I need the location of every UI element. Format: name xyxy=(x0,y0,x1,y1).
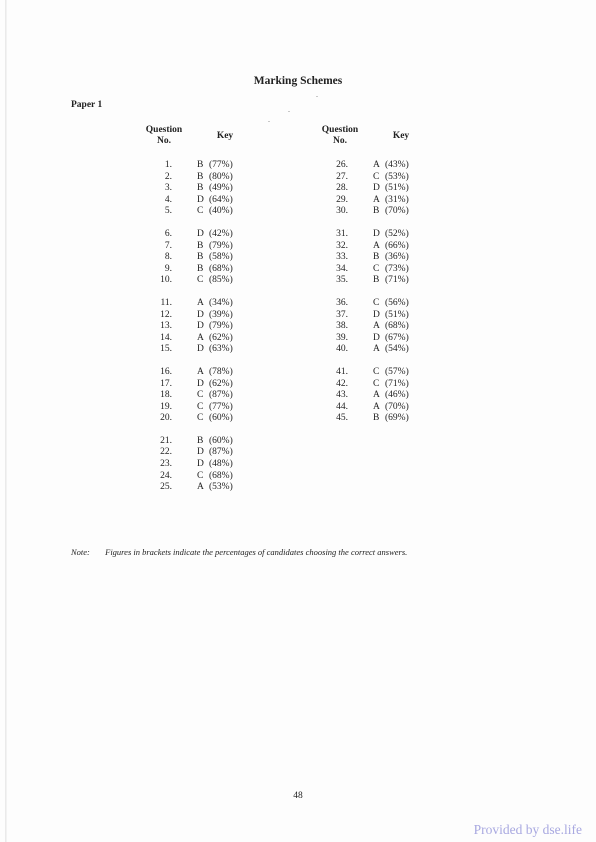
question-number: 12. xyxy=(160,309,172,320)
answer-percentage: (51%) xyxy=(385,183,409,194)
question-number: 37. xyxy=(336,309,348,320)
footnote xyxy=(71,547,407,557)
question-number: 34. xyxy=(336,263,348,274)
answer-percentage: (70%) xyxy=(385,206,409,217)
answer-percentage: (77%) xyxy=(209,401,233,412)
question-number: 2. xyxy=(164,171,172,182)
answer-key: B xyxy=(373,413,380,424)
question-number: 32. xyxy=(336,240,348,251)
answer-group xyxy=(140,367,233,425)
answer-row xyxy=(140,459,233,471)
question-number: 15. xyxy=(160,344,172,355)
answer-row xyxy=(140,321,233,333)
answer-key: A xyxy=(373,401,380,412)
note-text: Figures in brackets indicate the percentages of candidates choosing the correct answers. xyxy=(105,547,408,557)
answer-row xyxy=(316,229,409,241)
answer-percentage: (36%) xyxy=(385,252,409,263)
question-number: 22. xyxy=(160,447,172,458)
answer-key: D xyxy=(197,378,204,389)
question-number: 33. xyxy=(336,252,348,263)
answer-percentage: (57%) xyxy=(385,366,409,377)
key-header-left: Key xyxy=(216,131,234,141)
answer-key: A xyxy=(373,344,380,355)
answer-row xyxy=(316,183,409,195)
answer-group xyxy=(140,229,233,287)
question-number: 14. xyxy=(160,332,172,343)
answer-percentage: (40%) xyxy=(209,206,233,217)
answer-key: C xyxy=(373,366,380,377)
answer-key: A xyxy=(197,332,204,343)
answer-group xyxy=(316,229,409,287)
answer-percentage: (66%) xyxy=(385,240,409,251)
answer-row xyxy=(140,195,233,207)
answer-key: D xyxy=(197,194,204,205)
answer-key: C xyxy=(373,171,380,182)
question-number: 20. xyxy=(160,413,172,424)
answer-percentage: (71%) xyxy=(385,275,409,286)
answer-row xyxy=(316,413,409,425)
answer-key: D xyxy=(197,344,204,355)
answer-key: A xyxy=(197,482,204,493)
question-number: 41. xyxy=(336,366,348,377)
answer-key: C xyxy=(373,378,380,389)
answer-key: D xyxy=(373,309,380,320)
answer-row xyxy=(140,298,233,310)
page-edge xyxy=(5,0,7,842)
answer-row xyxy=(140,344,233,356)
answer-row xyxy=(316,390,409,402)
question-number: 11. xyxy=(160,297,172,308)
answer-group xyxy=(140,436,233,494)
answer-percentage: (58%) xyxy=(209,252,233,263)
answer-row xyxy=(316,333,409,345)
answer-row xyxy=(316,379,409,391)
answer-row xyxy=(316,264,409,276)
answer-percentage: (87%) xyxy=(209,390,233,401)
question-number: 35. xyxy=(336,275,348,286)
question-number: 31. xyxy=(336,228,348,239)
answer-row xyxy=(140,379,233,391)
answer-row xyxy=(316,367,409,379)
answer-percentage: (64%) xyxy=(209,194,233,205)
question-number: 17. xyxy=(160,378,172,389)
answer-percentage: (77%) xyxy=(209,160,233,170)
answer-row xyxy=(140,333,233,345)
answer-row xyxy=(140,229,233,241)
question-number: 27. xyxy=(336,171,348,182)
answer-key: C xyxy=(197,401,204,412)
answer-row xyxy=(316,402,409,414)
answer-key: B xyxy=(197,252,204,263)
answer-key: C xyxy=(197,390,204,401)
question-number: 21. xyxy=(160,435,172,446)
answer-row xyxy=(140,402,233,414)
question-number: 43. xyxy=(336,390,348,401)
question-number: 38. xyxy=(336,321,348,332)
answer-row xyxy=(140,264,233,276)
answer-percentage: (34%) xyxy=(209,297,233,308)
answer-row xyxy=(316,252,409,264)
question-number: 3. xyxy=(164,183,172,194)
question-number: 45. xyxy=(336,413,348,424)
key-header-right: Key xyxy=(392,131,410,141)
answer-percentage: (62%) xyxy=(209,378,233,389)
question-number: 36. xyxy=(336,297,348,308)
answer-percentage: (69%) xyxy=(385,413,409,424)
answer-key: B xyxy=(197,183,204,194)
page-title: Marking Schemes xyxy=(253,75,343,87)
answer-key: D xyxy=(197,309,204,320)
question-number: 23. xyxy=(160,459,172,470)
answer-key: A xyxy=(197,297,204,308)
watermark: Provided by dse.life xyxy=(473,822,582,837)
answer-key: B xyxy=(197,171,204,182)
answer-column-right xyxy=(316,160,409,436)
answer-row xyxy=(140,241,233,253)
question-number: 5. xyxy=(164,206,172,217)
question-number: 10. xyxy=(160,275,172,286)
answer-key: B xyxy=(373,252,380,263)
answer-key: A xyxy=(373,240,380,251)
question-number: 28. xyxy=(336,183,348,194)
answer-key: C xyxy=(197,206,204,217)
answer-row xyxy=(140,206,233,218)
answer-percentage: (52%) xyxy=(385,228,409,239)
question-number: 13. xyxy=(160,321,172,332)
answer-row xyxy=(316,160,409,172)
answer-key: C xyxy=(373,263,380,274)
scan-speck xyxy=(288,111,290,112)
answer-percentage: (68%) xyxy=(209,263,233,274)
answer-key: D xyxy=(197,459,204,470)
answer-row xyxy=(140,310,233,322)
answer-percentage: (79%) xyxy=(209,321,233,332)
answer-percentage: (60%) xyxy=(209,435,233,446)
answer-row xyxy=(316,321,409,333)
answer-key: B xyxy=(373,206,380,217)
answer-row xyxy=(140,436,233,448)
answer-group xyxy=(316,160,409,218)
answer-percentage: (79%) xyxy=(209,240,233,251)
answer-key: A xyxy=(197,366,204,377)
answer-row xyxy=(316,310,409,322)
answer-row xyxy=(140,471,233,483)
answer-percentage: (31%) xyxy=(385,194,409,205)
question-number: 9. xyxy=(164,263,172,274)
answer-row xyxy=(316,206,409,218)
answer-row xyxy=(140,447,233,459)
answer-percentage: (78%) xyxy=(209,366,233,377)
answer-percentage: (43%) xyxy=(385,160,409,170)
question-number: 26. xyxy=(336,160,348,170)
answer-row xyxy=(316,195,409,207)
answer-percentage: (42%) xyxy=(209,228,233,239)
answer-row xyxy=(316,241,409,253)
answer-key: D xyxy=(373,332,380,343)
answer-percentage: (63%) xyxy=(209,344,233,355)
answer-key: A xyxy=(373,321,380,332)
question-number: 39. xyxy=(336,332,348,343)
answer-row xyxy=(140,367,233,379)
answer-group xyxy=(316,367,409,425)
answer-key: C xyxy=(197,470,204,481)
answer-key: B xyxy=(197,263,204,274)
page-number: 48 xyxy=(293,791,303,801)
question-number: 18. xyxy=(160,390,172,401)
answer-percentage: (53%) xyxy=(385,171,409,182)
answer-key: A xyxy=(373,160,380,170)
answer-percentage: (51%) xyxy=(385,309,409,320)
answer-column-left xyxy=(140,160,233,505)
answer-key: B xyxy=(373,275,380,286)
answer-key: D xyxy=(197,228,204,239)
answer-row xyxy=(140,172,233,184)
answer-percentage: (70%) xyxy=(385,401,409,412)
answer-percentage: (56%) xyxy=(385,297,409,308)
question-number: 42. xyxy=(336,378,348,389)
question-number: 16. xyxy=(160,366,172,377)
answer-percentage: (60%) xyxy=(209,413,233,424)
answer-percentage: (68%) xyxy=(385,321,409,332)
question-number: 24. xyxy=(160,470,172,481)
answer-key: B xyxy=(197,435,204,446)
answer-percentage: (71%) xyxy=(385,378,409,389)
answer-percentage: (49%) xyxy=(209,183,233,194)
paper-label: Paper 1 xyxy=(71,100,103,110)
question-number: 25. xyxy=(160,482,172,493)
answer-key: B xyxy=(197,240,204,251)
answer-row xyxy=(140,160,233,172)
question-number: 1. xyxy=(164,160,172,170)
answer-percentage: (53%) xyxy=(209,482,233,493)
answer-row xyxy=(140,275,233,287)
answer-key: B xyxy=(197,160,204,170)
scan-speck xyxy=(316,96,318,97)
answer-percentage: (73%) xyxy=(385,263,409,274)
answer-row xyxy=(140,252,233,264)
question-no-header-right: Question No. xyxy=(321,125,359,146)
answer-key: D xyxy=(373,228,380,239)
answer-row xyxy=(140,390,233,402)
question-number: 6. xyxy=(164,228,172,239)
answer-percentage: (46%) xyxy=(385,390,409,401)
answer-percentage: (54%) xyxy=(385,344,409,355)
answer-percentage: (68%) xyxy=(209,470,233,481)
question-number: 8. xyxy=(164,252,172,263)
question-number: 40. xyxy=(336,344,348,355)
answer-group xyxy=(140,160,233,218)
answer-row xyxy=(316,275,409,287)
note-label: Note: xyxy=(71,547,90,557)
answer-key: C xyxy=(197,413,204,424)
answer-key: D xyxy=(197,321,204,332)
question-number: 4. xyxy=(164,194,172,205)
answer-percentage: (80%) xyxy=(209,171,233,182)
answer-row xyxy=(140,482,233,494)
answer-percentage: (39%) xyxy=(209,309,233,320)
answer-key: D xyxy=(197,447,204,458)
answer-key: C xyxy=(197,275,204,286)
answer-key: D xyxy=(373,183,380,194)
answer-key: C xyxy=(373,297,380,308)
question-number: 7. xyxy=(164,240,172,251)
answer-row xyxy=(316,344,409,356)
answer-row xyxy=(140,413,233,425)
answer-percentage: (85%) xyxy=(209,275,233,286)
question-no-header-left: Question No. xyxy=(145,125,183,146)
answer-key: A xyxy=(373,194,380,205)
answer-row xyxy=(316,172,409,184)
question-number: 19. xyxy=(160,401,172,412)
answer-percentage: (62%) xyxy=(209,332,233,343)
answer-key: A xyxy=(373,390,380,401)
answer-percentage: (48%) xyxy=(209,459,233,470)
question-number: 30. xyxy=(336,206,348,217)
question-number: 29. xyxy=(336,194,348,205)
answer-percentage: (87%) xyxy=(209,447,233,458)
answer-group xyxy=(140,298,233,356)
question-number: 44. xyxy=(336,401,348,412)
answer-percentage: (67%) xyxy=(385,332,409,343)
answer-row xyxy=(316,298,409,310)
answer-row xyxy=(140,183,233,195)
scan-speck xyxy=(268,121,270,122)
answer-group xyxy=(316,298,409,356)
